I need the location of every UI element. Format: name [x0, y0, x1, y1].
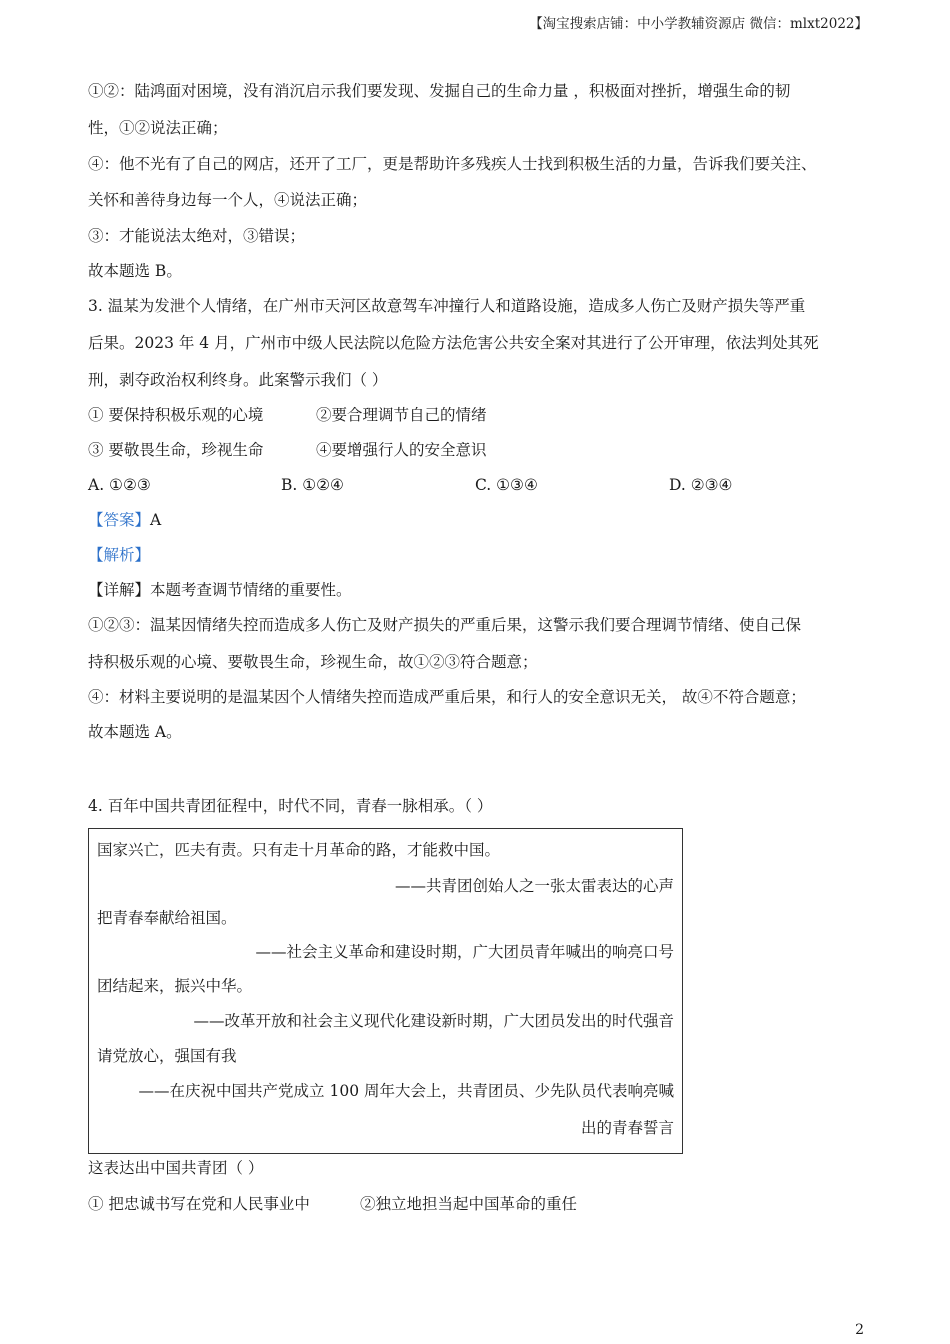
q2-analysis-line-2: 性，①②说法正确； [88, 119, 228, 137]
q2-analysis-line-1: ①②：陆鸿面对困境，没有消沉启示我们要发现、发掘自己的生命力量 ，积极面对挫折，增强生命的韧 [88, 82, 791, 100]
quote-4: 请党放心，强国有我 [97, 1047, 237, 1065]
q3-item-2: ②要合理调节自己的情绪 [316, 406, 487, 424]
quote-2: 把青春奉献给祖国。 [97, 909, 237, 927]
quote-2-source: ——社会主义革命和建设时期，广大团员青年喊出的响亮口号 [255, 943, 674, 961]
q3-answer [88, 509, 161, 531]
page-number: 2 [855, 1322, 864, 1338]
q3-option-c: C. ①③④ [475, 476, 538, 494]
quote-4-source-line-1: ——在庆祝中国共产党成立 100 周年大会上，共青团员、少先队员代表响亮喊 [138, 1082, 674, 1100]
q3-explanation-line-1: ①②③：温某因情绪失控而造成多人伤亡及财产损失的严重后果，这警示我们要合理调节情绪、使自己保 [88, 616, 802, 634]
q3-item-3: ③ 要敬畏生命，珍视生命 [88, 441, 264, 459]
q3-conclusion: 故本题选 A。 [88, 723, 182, 741]
q3-explanation-line-2: 持积极乐观的心境、要敬畏生命，珍视生命，故①②③符合题意； [88, 653, 538, 671]
q2-analysis-line-5: ③：才能说法太绝对，③错误； [88, 227, 306, 245]
quote-3-source: ——改革开放和社会主义现代化建设新时期，广大团员发出的时代强音 [193, 1012, 674, 1030]
q3-detail: 【详解】本题考查调节情绪的重要性。 [88, 581, 352, 599]
quote-1: 国家兴亡，匹夫有责。只有走十月革命的路，才能救中国。 [97, 841, 501, 859]
q3-item-1: ① 要保持积极乐观的心境 [88, 406, 264, 424]
quote-4-source-line-2: 出的青春誓言 [580, 1119, 674, 1137]
q4-stem: 4. 百年中国共青团征程中，时代不同，青春一脉相承。（ ） [88, 797, 493, 815]
answer-tag: 【答案】 [88, 511, 151, 529]
q4-quote-box [88, 828, 683, 1154]
quote-3: 团结起来，振兴中华。 [97, 977, 253, 995]
analysis-tag: 【解析】 [88, 546, 151, 564]
q3-stem-line-1: 3. 温某为发泄个人情绪，在广州市天河区故意驾车冲撞行人和道路设施，造成多人伤亡及财产损失等严重 [88, 297, 806, 315]
q3-option-b: B. ①②④ [281, 476, 344, 494]
page-header-watermark: 【淘宝搜索店铺：中小学教辅资源店 微信：mlxt2022】 [529, 16, 868, 32]
q3-stem-line-2: 后果。2023 年 4 月，广州市中级人民法院以危险方法危害公共安全案对其进行了公开审理，依法判处其死 [88, 334, 819, 352]
q3-stem-line-3: 刑，剥夺政治权利终身。此案警示我们（ ） [88, 371, 388, 389]
q2-analysis-line-4: 关怀和善待身边每一个人，④说法正确； [88, 191, 368, 209]
q4-question: 这表达出中国共青团（ ） [88, 1159, 264, 1177]
quote-1-source: ——共青团创始人之一张太雷表达的心声 [394, 877, 674, 895]
q3-option-d: D. ②③④ [669, 476, 733, 494]
q4-item-1: ① 把忠诚书写在党和人民事业中 [88, 1195, 310, 1213]
q4-item-2: ②独立地担当起中国革命的重任 [360, 1195, 578, 1213]
q3-item-4: ④要增强行人的安全意识 [316, 441, 487, 459]
answer-value: A [150, 511, 162, 529]
q2-analysis-line-3: ④：他不光有了自己的网店，还开了工厂，更是帮助许多残疾人士找到积极生活的力量，告诉我们要关注、 [88, 155, 817, 173]
q2-conclusion: 故本题选 B。 [88, 262, 182, 280]
q3-explanation-line-3: ④：材料主要说明的是温某因个人情绪失控而造成严重后果，和行人的安全意识无关， 故④不符合题意； [88, 688, 806, 706]
q3-option-a: A. ①②③ [88, 476, 151, 494]
